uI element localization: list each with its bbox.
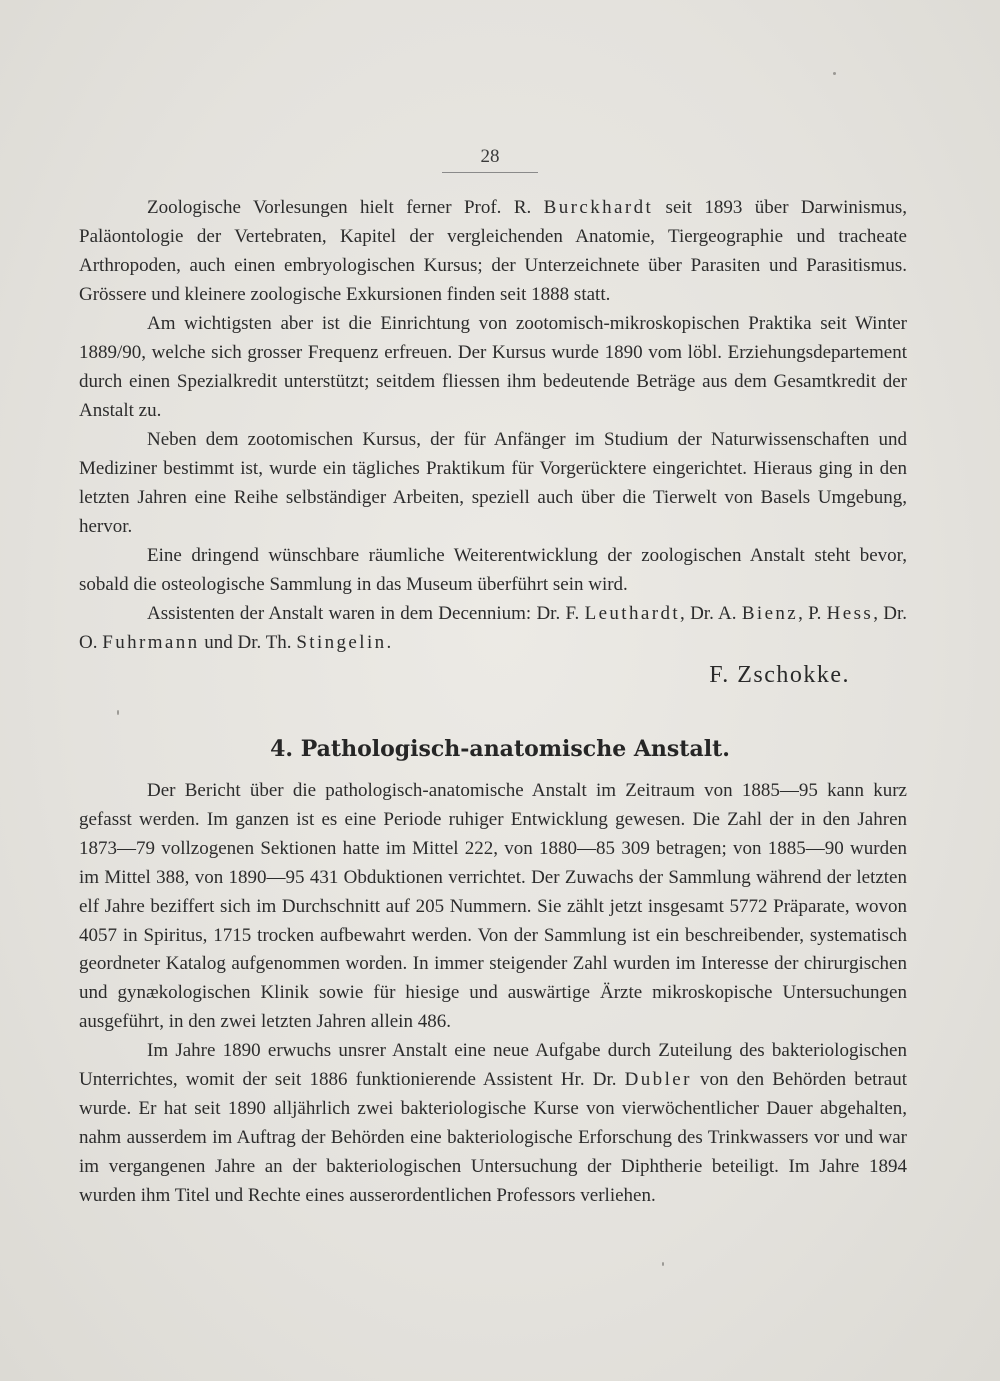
- text-run: Assistenten der Anstalt waren in dem Decennium: Dr. F.: [147, 603, 585, 624]
- text-run: Der Bericht über die pathologisch-anatomische Anstalt im Zeitraum von 1885—95 kann kurz gefasst werden. Im ganzen ist es eine Periode ruhiger Entwicklung gewesen. Die Zahl der in den Jahren 1873—79 vollzogenen Sektionen hatte im Mittel 222, von 1880—85 309 betragen; von 1885—90 wurden im Mittel 388, von 1890—95 431 Obduktionen verrichtet. Der Zuwachs der Sammlung während der letzten elf Jahre beziffert sich im Durchschnitt auf 205 Nummern. Sie zählt jetzt insgesamt 5772 Präparate, wovon 4057 in Spiritus, 1715 trocken aufbewahrt werden. Von der Sammlung ist ein beschreibender, systematisch geordneter Katalog aufgenommen worden. In immer steigender Zahl wurden im Interesse der chirurgischen und gynækologischen Klinik sowie für hiesige und auswärtige Ärzte mikroskopische Untersuchungen ausgeführt, in den zwei letzten Jahren allein 486.: [79, 780, 907, 1033]
- paragraph-bacteriology: [79, 1037, 907, 1210]
- text-run: Neben dem zootomischen Kursus, der für Anfänger im Studium der Naturwissenschaften und Mediziner bestimmt ist, wurde ein tägliches Praktikum für Vorgerücktere eingerichtet. Hieraus ging in den letzten Jahren eine Reihe selbständiger Arbeiten, speziell auch über die Tierwelt von Basels Umgebung, hervor.: [79, 429, 907, 537]
- scan-speck: [833, 72, 836, 75]
- spaced-name: Bienz: [741, 603, 799, 624]
- text-run: Am wichtigsten aber ist die Einrichtung von zootomisch-mikroskopischen Praktika seit Winter 1889/90, welche sich grosser Frequenz erfreuen. Der Kursus wurde 1890 vom löbl. Erziehungsdepartement durch einen Spezialkredit unterstützt; seitdem fliessen ihm bedeutende Beträge aus dem Gesamtkredit der Anstalt zu.: [79, 313, 907, 421]
- spaced-name: Stingelin: [296, 632, 387, 653]
- text-run: Eine dringend wünschbare räumliche Weiterentwicklung der zoologischen Anstalt steht bevor, sobald die osteologische Sammlung in das Museum überführt sein wird.: [79, 545, 907, 595]
- text-run: von den Behörden betraut wurde. Er hat seit 1890 alljährlich zwei bakteriologische Kurse von vierwöchentlicher Dauer abgehalten, nahm ausserdem im Auftrag der Behörden eine bakteriologische Erforschung des Trinkwassers vor und war im vergangenen Jahre an der bakteriologischen Untersuchung der Diphtherie beteiligt. Im Jahre 1894 wurden ihm Titel und Rechte eines ausserordentlichen Professors verliehen.: [79, 1069, 907, 1206]
- text-run: , P.: [798, 603, 827, 624]
- spaced-name: Leuthardt: [584, 603, 681, 624]
- paragraph-courses: [79, 425, 907, 541]
- spaced-name: Fuhrmann: [102, 632, 200, 653]
- signature: F. Zschokke.: [709, 662, 850, 688]
- text-run: .: [386, 632, 392, 653]
- paragraph-expansion: [79, 541, 907, 599]
- spaced-name: Dubler: [624, 1069, 692, 1091]
- pathology-report-text: [79, 777, 907, 1211]
- page-number: 28: [480, 146, 500, 167]
- text-run: und Dr. Th.: [199, 632, 297, 653]
- paragraph-assistants: [79, 599, 907, 657]
- paragraph-lectures: [79, 193, 907, 309]
- text-run: , Dr. O.: [79, 603, 908, 653]
- text-run: Im Jahre 1890 erwuchs unsrer Anstalt eine neue Aufgabe durch Zuteilung des bakteriologischen Unterrichtes, womit der seit 1886 funktionierende Assistent Hr. Dr.: [79, 1040, 907, 1091]
- zoology-report-text: [79, 193, 907, 657]
- spaced-name: Hess: [826, 603, 874, 624]
- text-run: seit 1893 über Darwinismus, Paläontologie der Vertebraten, Kapitel der vergleichenden Anatomie, Tiergeographie und tracheate Arthropoden, auch einen embryologischen Kursus; der Unterzeichnete über Parasiten und Parasitismus. Grössere und kleinere zoologische Exkursionen finden seit 1888 statt.: [79, 197, 907, 305]
- scan-speck: [662, 1262, 664, 1266]
- text-run: , Dr. A.: [680, 603, 742, 624]
- page-number-rule: [442, 172, 538, 173]
- spaced-name: Burckhardt: [543, 197, 654, 218]
- paragraph-practica: [79, 309, 907, 425]
- text-run: Zoologische Vorlesungen hielt ferner Prof. R.: [147, 197, 544, 218]
- section-heading: 4. Pathologisch-anatomische Anstalt.: [270, 736, 730, 762]
- paragraph-pathology-statistics: [79, 777, 907, 1037]
- scan-speck: [117, 710, 119, 715]
